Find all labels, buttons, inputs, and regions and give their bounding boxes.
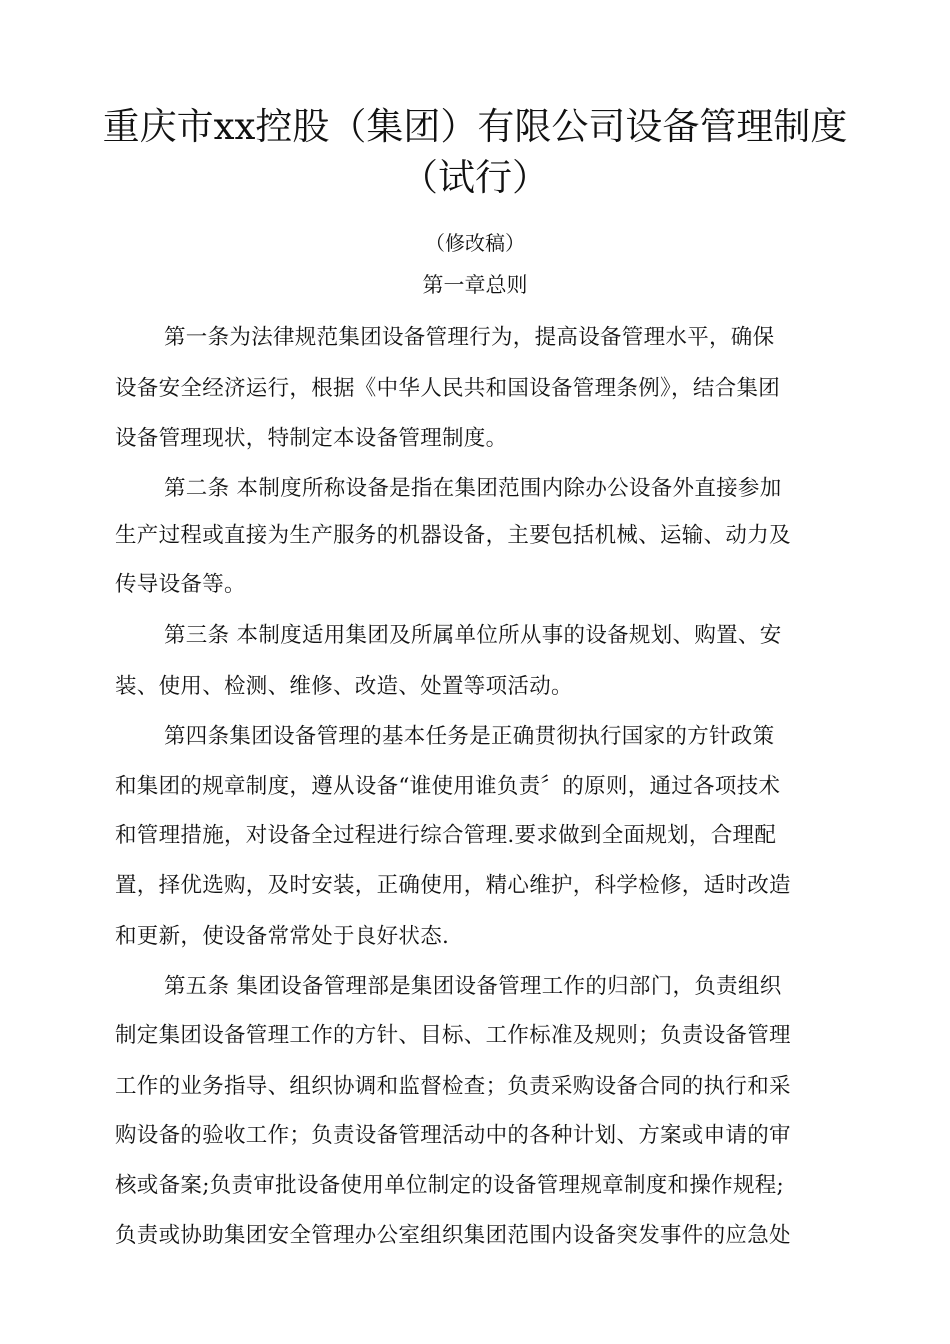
- body-line: 设备管理现状，特制定本设备管理制度。: [115, 426, 508, 451]
- body-line: 第四条集团设备管理的基本任务是正确贯彻执行国家的方针政策: [164, 724, 775, 749]
- body-line: 装、使用、检测、维修、改造、处置等项活动。: [115, 674, 573, 699]
- document-title-line-1: 重庆市xx控股（集团）有限公司设备管理制度: [102, 105, 848, 148]
- body-line: 第一条为法律规范集团设备管理行为，提高设备管理水平，确保: [164, 325, 775, 350]
- body-line: 和更新，使设备常常处于良好状态.: [115, 924, 450, 949]
- body-line: 工作的业务指导、组织协调和监督检查；负责采购设备合同的执行和采: [115, 1074, 791, 1099]
- body-line: 负责或协助集团安全管理办公室组织集团范围内设备突发事件的应急处: [115, 1223, 791, 1248]
- body-line: 制定集团设备管理工作的方针、目标、工作标准及规则；负责设备管理: [115, 1023, 791, 1048]
- body-line: 第三条 本制度适用集团及所属单位所从事的设备规划、购置、安: [164, 623, 782, 648]
- chapter-heading: 第一章总则: [422, 273, 528, 297]
- body-line: 置，择优选购，及时安装，正确使用，精心维护，科学检修，适时改造: [115, 873, 791, 898]
- document-subtitle: （修改稿）: [425, 231, 525, 255]
- body-line: 核或备案;负责审批设备使用单位制定的设备管理规章制度和操作规程;: [115, 1173, 785, 1198]
- body-line: 和集团的规章制度，遵从设备“谁使用谁负责〞的原则，通过各项技术: [115, 774, 781, 799]
- body-line: 和管理措施，对设备全过程进行综合管理.要求做到全面规划，合理配: [115, 823, 777, 848]
- body-line: 传导设备等。: [115, 572, 246, 597]
- body-line: 生产过程或直接为生产服务的机器设备，主要包括机械、运输、动力及: [115, 523, 791, 548]
- body-line: 设备安全经济运行，根据《中华人民共和国设备管理条例》，结合集团: [115, 376, 781, 401]
- body-line: 第二条 本制度所称设备是指在集团范围内除办公设备外直接参加: [164, 476, 782, 501]
- document-title-line-2: （试行）: [401, 156, 549, 199]
- body-line: 购设备的验收工作；负责设备管理活动中的各种计划、方案或申请的审: [115, 1123, 791, 1148]
- body-line: 第五条 集团设备管理部是集团设备管理工作的归部门，负责组织: [164, 974, 782, 999]
